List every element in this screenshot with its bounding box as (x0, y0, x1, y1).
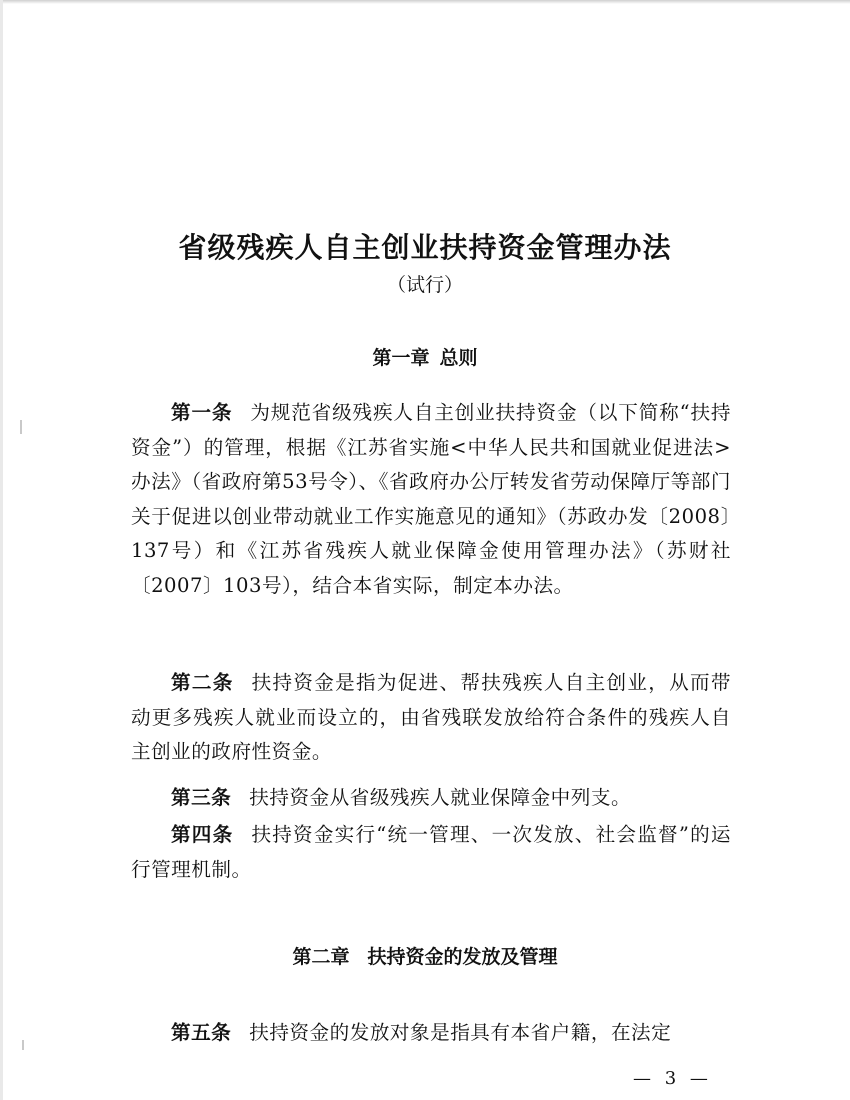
article-text: 扶持资金是指为促进、帮扶残疾人自主创业，从而带动更多残疾人就业而设立的，由省残联发放给符合条件的残疾人自主创业的政府性资金。 (131, 671, 732, 763)
article-label: 第五条 (171, 1021, 232, 1044)
article-1 (131, 396, 731, 603)
scan-left-edge (0, 0, 3, 1100)
article-text: 扶持资金实行“统一管理、一次发放、社会监督”的运行管理机制。 (131, 823, 731, 881)
article-4 (131, 818, 731, 887)
page-number: — 3 — (633, 1068, 712, 1089)
document-title: 省级残疾人自主创业扶持资金管理办法 (178, 231, 672, 264)
chapter-name: 扶持资金的发放及管理 (367, 946, 558, 968)
article-text: 为规范省级残疾人自主创业扶持资金（以下简称“扶持资金”）的管理，根据《江苏省实施<中华人民共和国就业促进法>办法》（省政府第53号令）、《省政府办公厅转发省劳动保障厅等部门关于促进以创业带动就业工作实施意见的通知》（苏政办发〔2008〕137号）和《江苏省残疾人就业保障金使用管理办法》（苏财社〔2007〕103号），结合本省实际，制定本办法。 (131, 401, 731, 597)
chapter-number: 第二章 (292, 946, 350, 968)
chapter-heading-2 (0, 942, 850, 969)
article-2 (131, 666, 731, 770)
article-text: 扶持资金从省级残疾人就业保障金中列支。 (249, 786, 632, 809)
article-label: 第四条 (171, 823, 234, 846)
chapter-number: 第一章 (372, 347, 430, 369)
article-label: 第三条 (171, 786, 232, 809)
article-label: 第二条 (171, 671, 234, 694)
scan-margin-mark (20, 420, 22, 434)
article-text: 扶持资金的发放对象是指具有本省户籍，在法定 (249, 1021, 672, 1044)
document-subtitle: （试行） (386, 274, 463, 296)
scan-top-edge (0, 0, 850, 4)
article-3 (131, 781, 731, 816)
article-5 (131, 1016, 731, 1051)
article-label: 第一条 (171, 401, 233, 424)
chapter-name: 总则 (439, 347, 478, 369)
scan-margin-mark (22, 1040, 24, 1050)
chapter-heading-1 (0, 343, 850, 370)
